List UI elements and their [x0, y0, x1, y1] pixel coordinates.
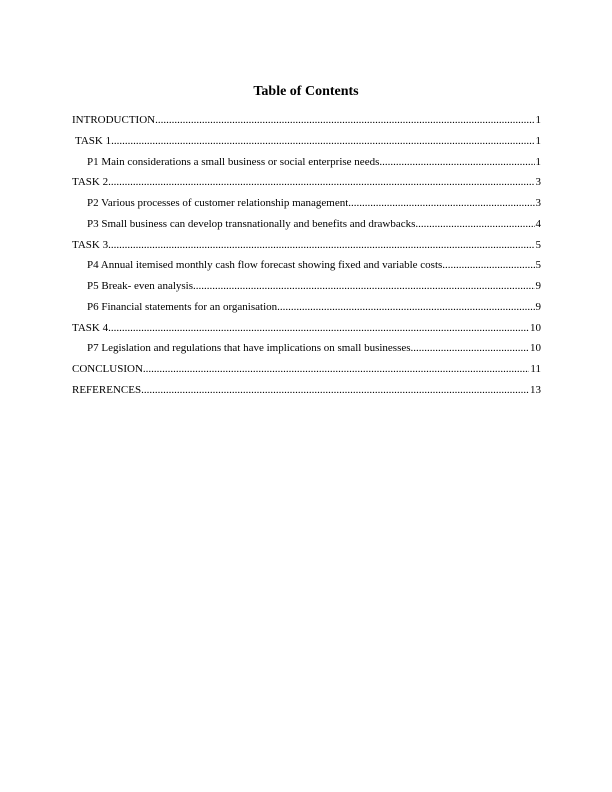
- toc-entry-p2[interactable]: [72, 196, 541, 217]
- toc-entry-text: P3 Small business can develop transnationally and benefits and drawbacks: [87, 217, 416, 230]
- toc-entry-text: CONCLUSION: [72, 363, 143, 375]
- toc-entry-text: REFERENCES: [72, 383, 142, 396]
- toc-entry-references[interactable]: [72, 383, 541, 404]
- toc-title: Table of Contents: [253, 84, 359, 99]
- toc-page-number: 5: [535, 259, 541, 272]
- toc-dot-leader: [108, 321, 529, 335]
- toc-entry-text: P5 Break- even analysis: [87, 280, 193, 292]
- toc-dot-leader: [411, 341, 529, 355]
- toc-page-number: 11: [530, 363, 541, 375]
- toc-page-number: 1: [535, 155, 541, 168]
- toc-entry-text: P2 Various processes of customer relationship management: [87, 197, 349, 209]
- toc-dot-leader: [155, 113, 534, 127]
- toc-entry-task-1[interactable]: [72, 134, 541, 155]
- toc-entry-text: TASK 4: [72, 321, 109, 334]
- toc-page-number: 3: [535, 197, 541, 209]
- toc-entry-text: INTRODUCTION: [72, 114, 156, 126]
- toc-page-number: 1: [535, 134, 541, 147]
- toc-entry-p1[interactable]: [72, 155, 541, 176]
- toc-entry-introduction[interactable]: [72, 113, 541, 134]
- toc-page-number: 13: [530, 383, 541, 396]
- toc-list: [72, 113, 541, 404]
- toc-entry-text: P7 Legislation and regulations that have implications on small businesses: [87, 342, 411, 355]
- toc-dot-leader: [143, 362, 530, 376]
- toc-entry-p3[interactable]: [72, 217, 541, 238]
- toc-entry-p6[interactable]: [72, 300, 541, 321]
- toc-entry-p7[interactable]: [72, 341, 541, 362]
- toc-page-number: 5: [535, 238, 541, 251]
- toc-entry-task-3[interactable]: [72, 238, 541, 259]
- toc-dot-leader: [111, 134, 534, 148]
- toc-dot-leader: [193, 279, 535, 293]
- toc-page-number: 10: [530, 321, 541, 334]
- toc-entry-p4[interactable]: [72, 258, 541, 279]
- toc-entry-conclusion[interactable]: [72, 362, 541, 383]
- toc-page-number: 9: [535, 300, 541, 313]
- toc-dot-leader: [379, 155, 534, 169]
- toc-dot-leader: [108, 175, 534, 189]
- toc-dot-leader: [108, 238, 534, 252]
- toc-page-number: 3: [535, 176, 541, 189]
- toc-entry-text: P1 Main considerations a small business or social enterprise needs: [87, 155, 380, 168]
- toc-entry-task-4[interactable]: [72, 321, 541, 342]
- toc-entry-text: P4 Annual itemised monthly cash flow forecast showing fixed and variable costs: [87, 259, 443, 272]
- toc-page-number: 4: [535, 217, 541, 230]
- toc-entry-text: TASK 3: [72, 238, 109, 251]
- toc-dot-leader: [277, 300, 534, 314]
- toc-entry-p5[interactable]: [72, 279, 541, 300]
- toc-entry-text: TASK 2: [72, 176, 109, 189]
- toc-page-number: 10: [530, 342, 541, 355]
- toc-dot-leader: [141, 383, 529, 397]
- toc-page-number: 9: [535, 280, 541, 292]
- toc-page-number: 1: [535, 114, 541, 126]
- toc-dot-leader: [415, 217, 534, 231]
- toc-dot-leader: [442, 258, 534, 272]
- toc-entry-text: P6 Financial statements for an organisation: [87, 300, 278, 313]
- toc-dot-leader: [348, 196, 534, 210]
- toc-entry-task-2[interactable]: [72, 175, 541, 196]
- toc-entry-text: TASK 1: [75, 134, 112, 147]
